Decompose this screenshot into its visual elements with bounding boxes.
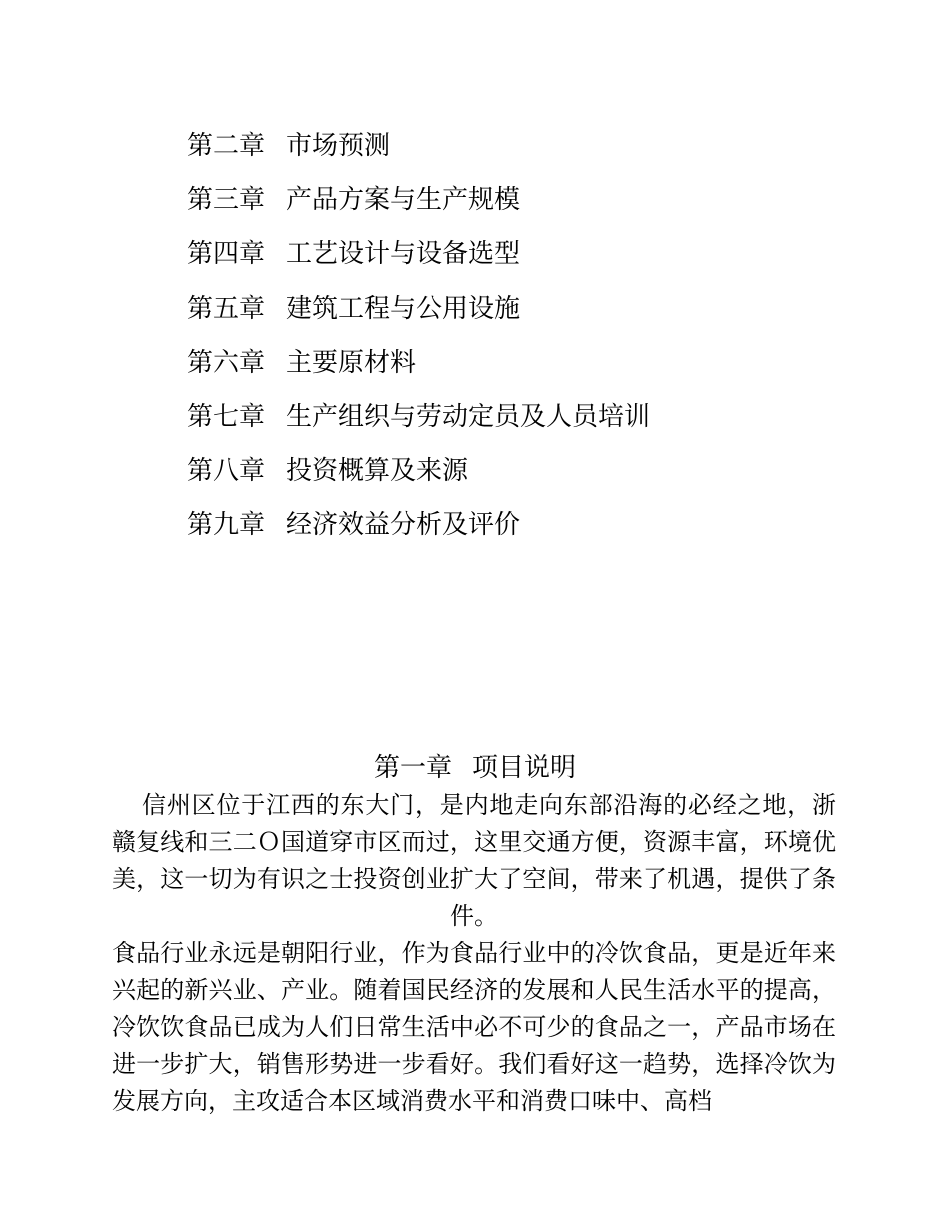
toc-item-chapter-2: [187, 126, 650, 180]
toc-chapter-title: 市场预测: [286, 131, 391, 161]
toc-item-chapter-4: [187, 234, 650, 288]
toc-item-chapter-9: [187, 505, 650, 559]
body-paragraph: 信州区位于江西的东大门，是内地走向东部沿海的必经之地，浙赣复线和三二Ｏ国道穿市区而过，这里交通方便，资源丰富，环境优美，这一切为有识之士投资创业扩大了空间，带来了机遇，提供了条件。: [112, 791, 836, 930]
toc-chapter-number: 第三章: [187, 185, 266, 216]
chapter-title: 项目说明: [472, 753, 577, 783]
toc-item-chapter-5: [187, 289, 650, 343]
toc-chapter-number: 第七章: [187, 401, 266, 432]
toc-chapter-number: 第六章: [187, 347, 266, 378]
toc-item-chapter-6: [187, 343, 650, 397]
toc-chapter-title: 投资概算及来源: [286, 456, 469, 487]
toc-item-chapter-7: [187, 397, 650, 451]
toc-chapter-number: 第二章: [187, 131, 266, 161]
toc-item-chapter-3: [187, 180, 650, 234]
toc-chapter-title: 生产组织与劳动定员及人员培训: [286, 401, 651, 432]
toc-chapter-title: 经济效益分析及评价: [286, 510, 521, 541]
toc-chapter-title: 建筑工程与公用设施: [286, 293, 521, 324]
toc-chapter-title: 主要原材料: [286, 347, 417, 378]
toc-chapter-number: 第八章: [187, 456, 266, 487]
chapter-heading: [0, 750, 950, 786]
toc-chapter-title: 工艺设计与设备选型: [286, 239, 521, 270]
toc-chapter-title: 产品方案与生产规模: [286, 185, 521, 216]
chapter-number: 第一章: [373, 753, 452, 783]
toc-item-chapter-8: [187, 451, 650, 505]
toc-chapter-number: 第五章: [187, 293, 266, 324]
table-of-contents: [187, 126, 650, 560]
chapter-body: [112, 787, 836, 1120]
toc-chapter-number: 第四章: [187, 239, 266, 270]
body-paragraph: 食品行业永远是朝阳行业，作为食品行业中的冷饮食品，更是近年来兴起的新兴业、产业。随着国民经济的发展和人民生活水平的提高，冷饮饮食品已成为人们日常生活中必不可少的食品之一，产品市场在进一步扩大，销售形势进一步看好。我们看好这一趋势，选择冷饮为发展方向，主攻适合本区域消费水平和消费口味中、高档: [112, 939, 836, 1115]
toc-chapter-number: 第九章: [187, 510, 266, 541]
